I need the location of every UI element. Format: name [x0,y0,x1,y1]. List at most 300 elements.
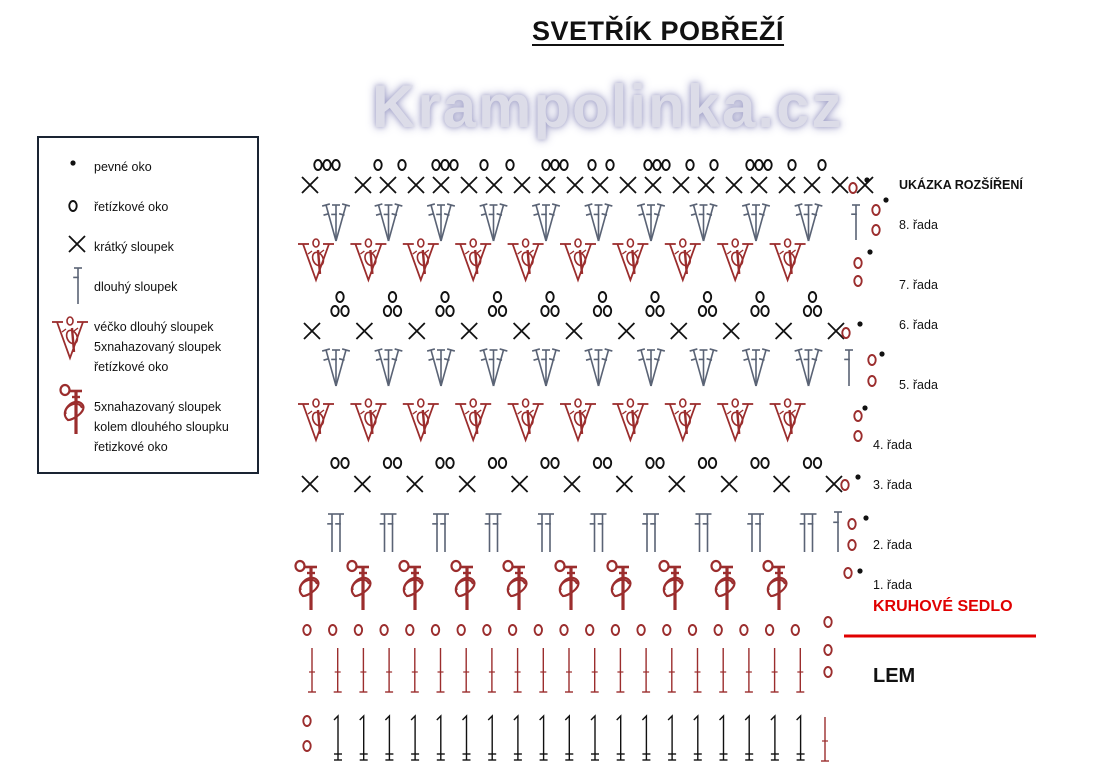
dlouhy-sloupek-symbol [795,204,809,241]
retizkove-oko-symbol [842,328,849,338]
retizkove-oko-symbol [599,292,606,302]
dlouhy-sloupek-symbol [699,350,708,386]
lem-sloupek-black [360,716,368,760]
kolem-symbol [556,561,579,610]
retizkove-oko-symbol [323,160,330,170]
retizkove-oko-symbol [788,160,795,170]
kolem-symbol [452,561,475,610]
retizkove-oko-symbol [594,306,601,316]
lem-sloupek-black [437,716,445,760]
retizkove-oko-symbol [872,225,879,235]
retizkove-oko-symbol [755,160,762,170]
lem-sloupek-black [745,716,753,760]
kolem-symbol [504,561,527,610]
dlouhy-sloupek-symbol [436,205,445,241]
dlouhy-sloupek-symbol [756,204,770,241]
vecko-symbol [612,239,648,280]
kolem-symbol [296,561,319,610]
retizkove-oko-symbol [506,160,513,170]
kratky-sloupek-symbol [302,476,318,492]
sedlo-oval [637,625,644,635]
lem-sloupek-black [797,716,805,760]
pevne-oko-symbol [883,197,888,202]
retizkove-oko-symbol [489,306,496,316]
sedlo-oval [380,625,387,635]
dlouhy-sloupek-symbol [384,205,393,241]
retizkove-oko-symbol [868,376,875,386]
retizkove-oko-symbol [541,458,548,468]
dlouhy-sloupek-symbol [704,349,718,386]
dlouhy-sloupek-symbol [335,514,344,552]
dlouhy-sloupek-symbol [594,205,603,241]
retizkove-oko-symbol [756,292,763,302]
sedlo-oval [792,625,799,635]
lem-sloupek-black [411,716,419,760]
kratky-sloupek-symbol [512,476,528,492]
kratky-sloupek-symbol [461,323,477,339]
legend-label-vecko-1: véčko dlouhý sloupek [94,320,214,334]
retizkove-oko-symbol [814,306,821,316]
dlouhy-sloupek-symbol [532,349,546,386]
dlouhy-sloupek-symbol [532,204,546,241]
kratky-sloupek-symbol [461,177,477,193]
retizkove-oko-symbol [709,458,716,468]
retizkove-oko-symbol [314,160,321,170]
dlouhy-sloupek-symbol [594,350,603,386]
kolem-symbol [764,561,787,610]
kratky-sloupek-symbol [726,177,742,193]
lem-sloupek-red [745,648,753,692]
retizkove-oko-symbol [588,160,595,170]
retizkove-oko-symbol [604,306,611,316]
label-row-7: 7. řada [899,278,938,292]
dlouhy-sloupek-symbol [599,349,613,386]
lem-sloupek-black [642,716,650,760]
vecko-symbol [770,239,806,280]
dlouhy-sloupek-symbol [336,204,350,241]
sedlo-oval [406,625,413,635]
kolem-symbol [608,561,631,610]
kratky-sloupek-symbol [832,177,848,193]
retizkove-oko-symbol [854,258,861,268]
lem-sloupek-black [514,716,522,760]
retizkove-oko-symbol [746,160,753,170]
retizkove-oko-symbol [384,458,391,468]
label-row-5: 5. řada [899,378,938,392]
retizkove-oko-symbol [394,306,401,316]
dlouhy-sloupek-symbol [751,350,760,386]
page-title: SVETŘÍK POBŘEŽÍ [532,16,785,46]
dlouhy-sloupek-symbol [375,204,389,241]
dlouhy-sloupek-symbol [336,349,350,386]
retizkove-oko-symbol [499,458,506,468]
vecko-symbol [560,399,596,440]
kratky-sloupek-symbol [828,323,844,339]
kratky-sloupek-symbol [355,177,371,193]
kratky-sloupek-symbol [539,177,555,193]
vecko-symbol [717,399,753,440]
retizkove-oko-symbol [436,458,443,468]
dlouhy-sloupek-symbol [485,514,494,552]
label-row-6: 6. řada [899,318,938,332]
retizkove-oko-symbol [761,306,768,316]
kolem-symbol [712,561,735,610]
dlouhy-sloupek-symbol [489,350,498,386]
sedlo-oval [355,625,362,635]
vecko-symbol [350,239,386,280]
retizkove-oko-symbol [331,458,338,468]
retizkove-oko-symbol [699,306,706,316]
retizkove-oko-symbol [384,306,391,316]
retizkove-oko-symbol [849,183,856,193]
lem-sloupek-black [385,716,393,760]
kratky-sloupek-symbol [673,177,689,193]
lem-sloupek-black [591,716,599,760]
watermark: Krampolinka.cz [372,73,844,140]
retizkove-oko-symbol [841,480,848,490]
dlouhy-sloupek-symbol [637,204,651,241]
lem-sloupek-black [540,716,548,760]
vecko-symbol [403,399,439,440]
lem-sloupek-red [642,648,650,692]
retizkove-oko-symbol [662,160,669,170]
legend-kolem-icon [61,385,84,434]
kratky-sloupek-symbol [433,177,449,193]
pevne-oko-symbol [864,177,869,182]
retizkove-oko-symbol [332,160,339,170]
retizkove-oko-symbol [551,160,558,170]
sedlo-oval [509,625,516,635]
retizkove-oko-symbol [542,160,549,170]
sedlo-oval [663,625,670,635]
dlouhy-sloupek-symbol [695,514,704,552]
kratky-sloupek-symbol [566,323,582,339]
lem-sloupek-red [771,648,779,692]
label-row-8: 8. řada [899,218,938,232]
kratky-sloupek-symbol [356,323,372,339]
sedlo-oval [689,625,696,635]
lem-sloupek-black [694,716,702,760]
legend-label-vecko-2: 5xnahazovaný sloupek [94,340,222,354]
retizkove-oko-symbol [872,205,879,215]
dlouhy-sloupek-symbol [642,514,651,552]
kratky-sloupek-symbol [723,323,739,339]
dlouhy-sloupek-symbol [690,349,704,386]
kratky-sloupek-symbol [592,177,608,193]
dlouhy-sloupek-symbol [380,514,389,552]
lem-sloupek-red [437,648,445,692]
dlouhy-sloupek-symbol [599,204,613,241]
retizkove-oko-symbol [704,292,711,302]
dlouhy-sloupek-symbol [440,514,449,552]
dlouhy-sloupek-symbol [646,350,655,386]
retizkove-oko-symbol [541,306,548,316]
retizkove-oko-symbol [824,645,831,655]
retizkove-oko-symbol [499,306,506,316]
kratky-sloupek-symbol [698,177,714,193]
lem-sloupek-red [719,648,727,692]
lem-sloupek-red [539,648,547,692]
retizkove-oko-symbol [761,458,768,468]
dlouhy-sloupek-symbol [809,349,823,386]
lem-sloupek-red [668,648,676,692]
pevne-oko-symbol [863,515,868,520]
retizkove-oko-symbol [480,160,487,170]
dlouhy-sloupek-symbol [537,514,546,552]
retizkove-oko-symbol [432,160,439,170]
label-kruhove-sedlo: KRUHOVÉ SEDLO [873,598,1013,615]
retizkove-oko-symbol [551,458,558,468]
lem-sloupek-red [694,648,702,692]
retizkove-oko-symbol [331,306,338,316]
kratky-sloupek-symbol [620,177,636,193]
sedlo-oval [740,625,747,635]
label-row-3: 3. řada [873,478,912,492]
legend-label-kolem-1: 5xnahazovaný sloupek [94,400,222,414]
kratky-sloupek-symbol [669,476,685,492]
kratky-sloupek-symbol [645,177,661,193]
retizkove-oko-symbol [646,306,653,316]
dlouhy-sloupek-symbol [703,514,712,552]
kratky-sloupek-symbol [408,177,424,193]
lem-sloupek-black [488,716,496,760]
label-example: UKÁZKA ROZŠÍŘENÍ [899,178,1023,192]
retizkove-oko-symbol [594,458,601,468]
retizkove-oko-symbol [646,458,653,468]
kratky-sloupek-symbol [751,177,767,193]
dlouhy-sloupek-symbol [650,514,659,552]
retizkove-oko-symbol [389,292,396,302]
legend-pevne-oko-icon [70,160,75,165]
sedlo-oval [432,625,439,635]
kratky-sloupek-symbol [618,323,634,339]
dlouhy-sloupek-symbol [808,514,817,552]
sedlo-oval [329,625,336,635]
retizkove-oko-symbol [656,306,663,316]
retizkove-oko-symbol [751,458,758,468]
lem-sloupek-red [462,648,470,692]
dlouhy-sloupek-symbol [704,204,718,241]
dlouhy-sloupek-symbol [441,204,455,241]
vecko-symbol [665,399,701,440]
kratky-sloupek-symbol [514,323,530,339]
dlouhy-sloupek-symbol [427,349,441,386]
sedlo-oval [560,625,567,635]
retizkove-oko-symbol [446,458,453,468]
lem-oval [303,741,310,751]
sedlo-oval [715,625,722,635]
vecko-symbol [717,239,753,280]
kratky-sloupek-symbol [354,476,370,492]
kratky-sloupek-symbol [826,476,842,492]
retizkove-oko-symbol [824,667,831,677]
lem-sloupek-black [334,716,342,760]
retizkove-oko-symbol [848,540,855,550]
lem-sloupek-black [617,716,625,760]
lem-sloupek-black [565,716,573,760]
retizkove-oko-symbol [336,292,343,302]
kolem-symbol [400,561,423,610]
dlouhy-sloupek-symbol [322,349,336,386]
pevne-oko-symbol [857,568,862,573]
dlouhy-sloupek-symbol [546,349,560,386]
lem-sloupek-black [720,716,728,760]
lem-sloupek-red [359,648,367,692]
vecko-symbol [560,239,596,280]
lem-sloupek-red [308,648,316,692]
vecko-symbol [298,399,334,440]
retizkove-oko-symbol [644,160,651,170]
dlouhy-sloupek-symbol [795,349,809,386]
sedlo-oval [483,625,490,635]
label-row-1: 1. řada [873,578,912,592]
dlouhy-sloupek-symbol [389,349,403,386]
dlouhy-sloupek-symbol [541,350,550,386]
retizkove-oko-symbol [441,160,448,170]
lem-sloupek-black [771,716,779,760]
retizkove-oko-symbol [489,458,496,468]
dlouhy-sloupek-symbol [322,204,336,241]
dlouhy-sloupek-symbol [480,204,494,241]
kratky-sloupek-symbol [304,323,320,339]
lem-sloupek-red [411,648,419,692]
retizkove-oko-symbol [494,292,501,302]
dlouhy-sloupek-symbol [851,205,860,240]
retizkove-oko-symbol [764,160,771,170]
kratky-sloupek-symbol [407,476,423,492]
retizkove-oko-symbol [546,292,553,302]
retizkove-oko-symbol [341,306,348,316]
dlouhy-sloupek-symbol [546,204,560,241]
dlouhy-sloupek-symbol [331,350,340,386]
retizkove-oko-symbol [848,519,855,529]
dlouhy-sloupek-symbol [755,514,764,552]
vecko-symbol [665,239,701,280]
kratky-sloupek-symbol [486,177,502,193]
kratky-sloupek-symbol [721,476,737,492]
dlouhy-sloupek-symbol [545,514,554,552]
lem-sloupek-red [796,648,804,692]
dlouhy-sloupek-symbol [441,349,455,386]
kratky-sloupek-symbol [567,177,583,193]
vecko-symbol [770,399,806,440]
lem-sloupek-black [668,716,676,760]
retizkove-oko-symbol [450,160,457,170]
lem-sloupek-red [334,648,342,692]
kratky-sloupek-symbol [616,476,632,492]
vecko-symbol [298,239,334,280]
retizkove-oko-symbol [398,160,405,170]
label-lem: LEM [873,665,916,687]
retizkove-oko-symbol [751,306,758,316]
kratky-sloupek-symbol [804,177,820,193]
retizkove-oko-symbol [804,306,811,316]
dlouhy-sloupek-symbol [327,514,336,552]
vecko-symbol [508,239,544,280]
vecko-symbol [508,399,544,440]
retizkove-oko-symbol [818,160,825,170]
retizkove-oko-symbol [804,458,811,468]
dlouhy-sloupek-symbol [388,514,397,552]
retizkove-oko-symbol [560,160,567,170]
dlouhy-sloupek-symbol [494,204,508,241]
vecko-symbol [455,399,491,440]
label-row-4: 4. řada [873,438,912,452]
dlouhy-sloupek-symbol [585,204,599,241]
lem-sloupek-red [488,648,496,692]
retizkove-oko-symbol [686,160,693,170]
dlouhy-sloupek-symbol [590,514,599,552]
pevne-oko-symbol [855,474,860,479]
retizkove-oko-symbol [341,458,348,468]
dlouhy-sloupek-symbol [756,349,770,386]
kratky-sloupek-symbol [671,323,687,339]
retizkove-oko-symbol [809,292,816,302]
retizkove-oko-symbol [436,306,443,316]
dlouhy-sloupek-symbol [541,205,550,241]
dlouhy-sloupek-symbol [637,349,651,386]
retizkove-oko-symbol [606,160,613,170]
dlouhy-sloupek-symbol [651,349,665,386]
legend-kratky-sloupek-icon [69,236,85,252]
dlouhy-sloupek-symbol [651,204,665,241]
retizkove-oko-symbol [446,306,453,316]
legend-retizkove-oko-icon [69,201,76,211]
dlouhy-sloupek-symbol [804,205,813,241]
dlouhy-sloupek-symbol [646,205,655,241]
kratky-sloupek-symbol [779,177,795,193]
dlouhy-sloupek-symbol [427,204,441,241]
lem-sloupek-red [821,717,829,761]
legend-label-pevne-oko: pevné oko [94,160,152,174]
retizkove-oko-symbol [710,160,717,170]
kratky-sloupek-symbol [409,323,425,339]
pevne-oko-symbol [862,405,867,410]
kratky-sloupek-symbol [514,177,530,193]
legend-label-vecko-3: řetízkové oko [94,360,169,374]
dlouhy-sloupek-symbol [585,349,599,386]
dlouhy-sloupek-symbol [742,204,756,241]
kratky-sloupek-symbol [776,323,792,339]
dlouhy-sloupek-symbol [494,349,508,386]
pevne-oko-symbol [879,351,884,356]
vecko-symbol [455,239,491,280]
kolem-symbol [660,561,683,610]
dlouhy-sloupek-symbol [432,514,441,552]
sedlo-oval [458,625,465,635]
sedlo-oval [586,625,593,635]
sedlo-oval [612,625,619,635]
retizkove-oko-symbol [604,458,611,468]
retizkove-oko-symbol [653,160,660,170]
kratky-sloupek-symbol [380,177,396,193]
retizkove-oko-symbol [709,306,716,316]
retizkove-oko-symbol [394,458,401,468]
legend-label-kolem-3: řetizkové oko [94,440,168,454]
sedlo-oval [303,625,310,635]
dlouhy-sloupek-symbol [384,350,393,386]
dlouhy-sloupek-symbol [389,204,403,241]
retizkove-oko-symbol [854,411,861,421]
dlouhy-sloupek-symbol [751,205,760,241]
kolem-symbol [348,561,371,610]
retizkove-oko-symbol [656,458,663,468]
sedlo-oval [535,625,542,635]
retizkove-oko-symbol [844,568,851,578]
retizkove-oko-symbol [651,292,658,302]
retizkove-oko-symbol [854,431,861,441]
kratky-sloupek-symbol [774,476,790,492]
